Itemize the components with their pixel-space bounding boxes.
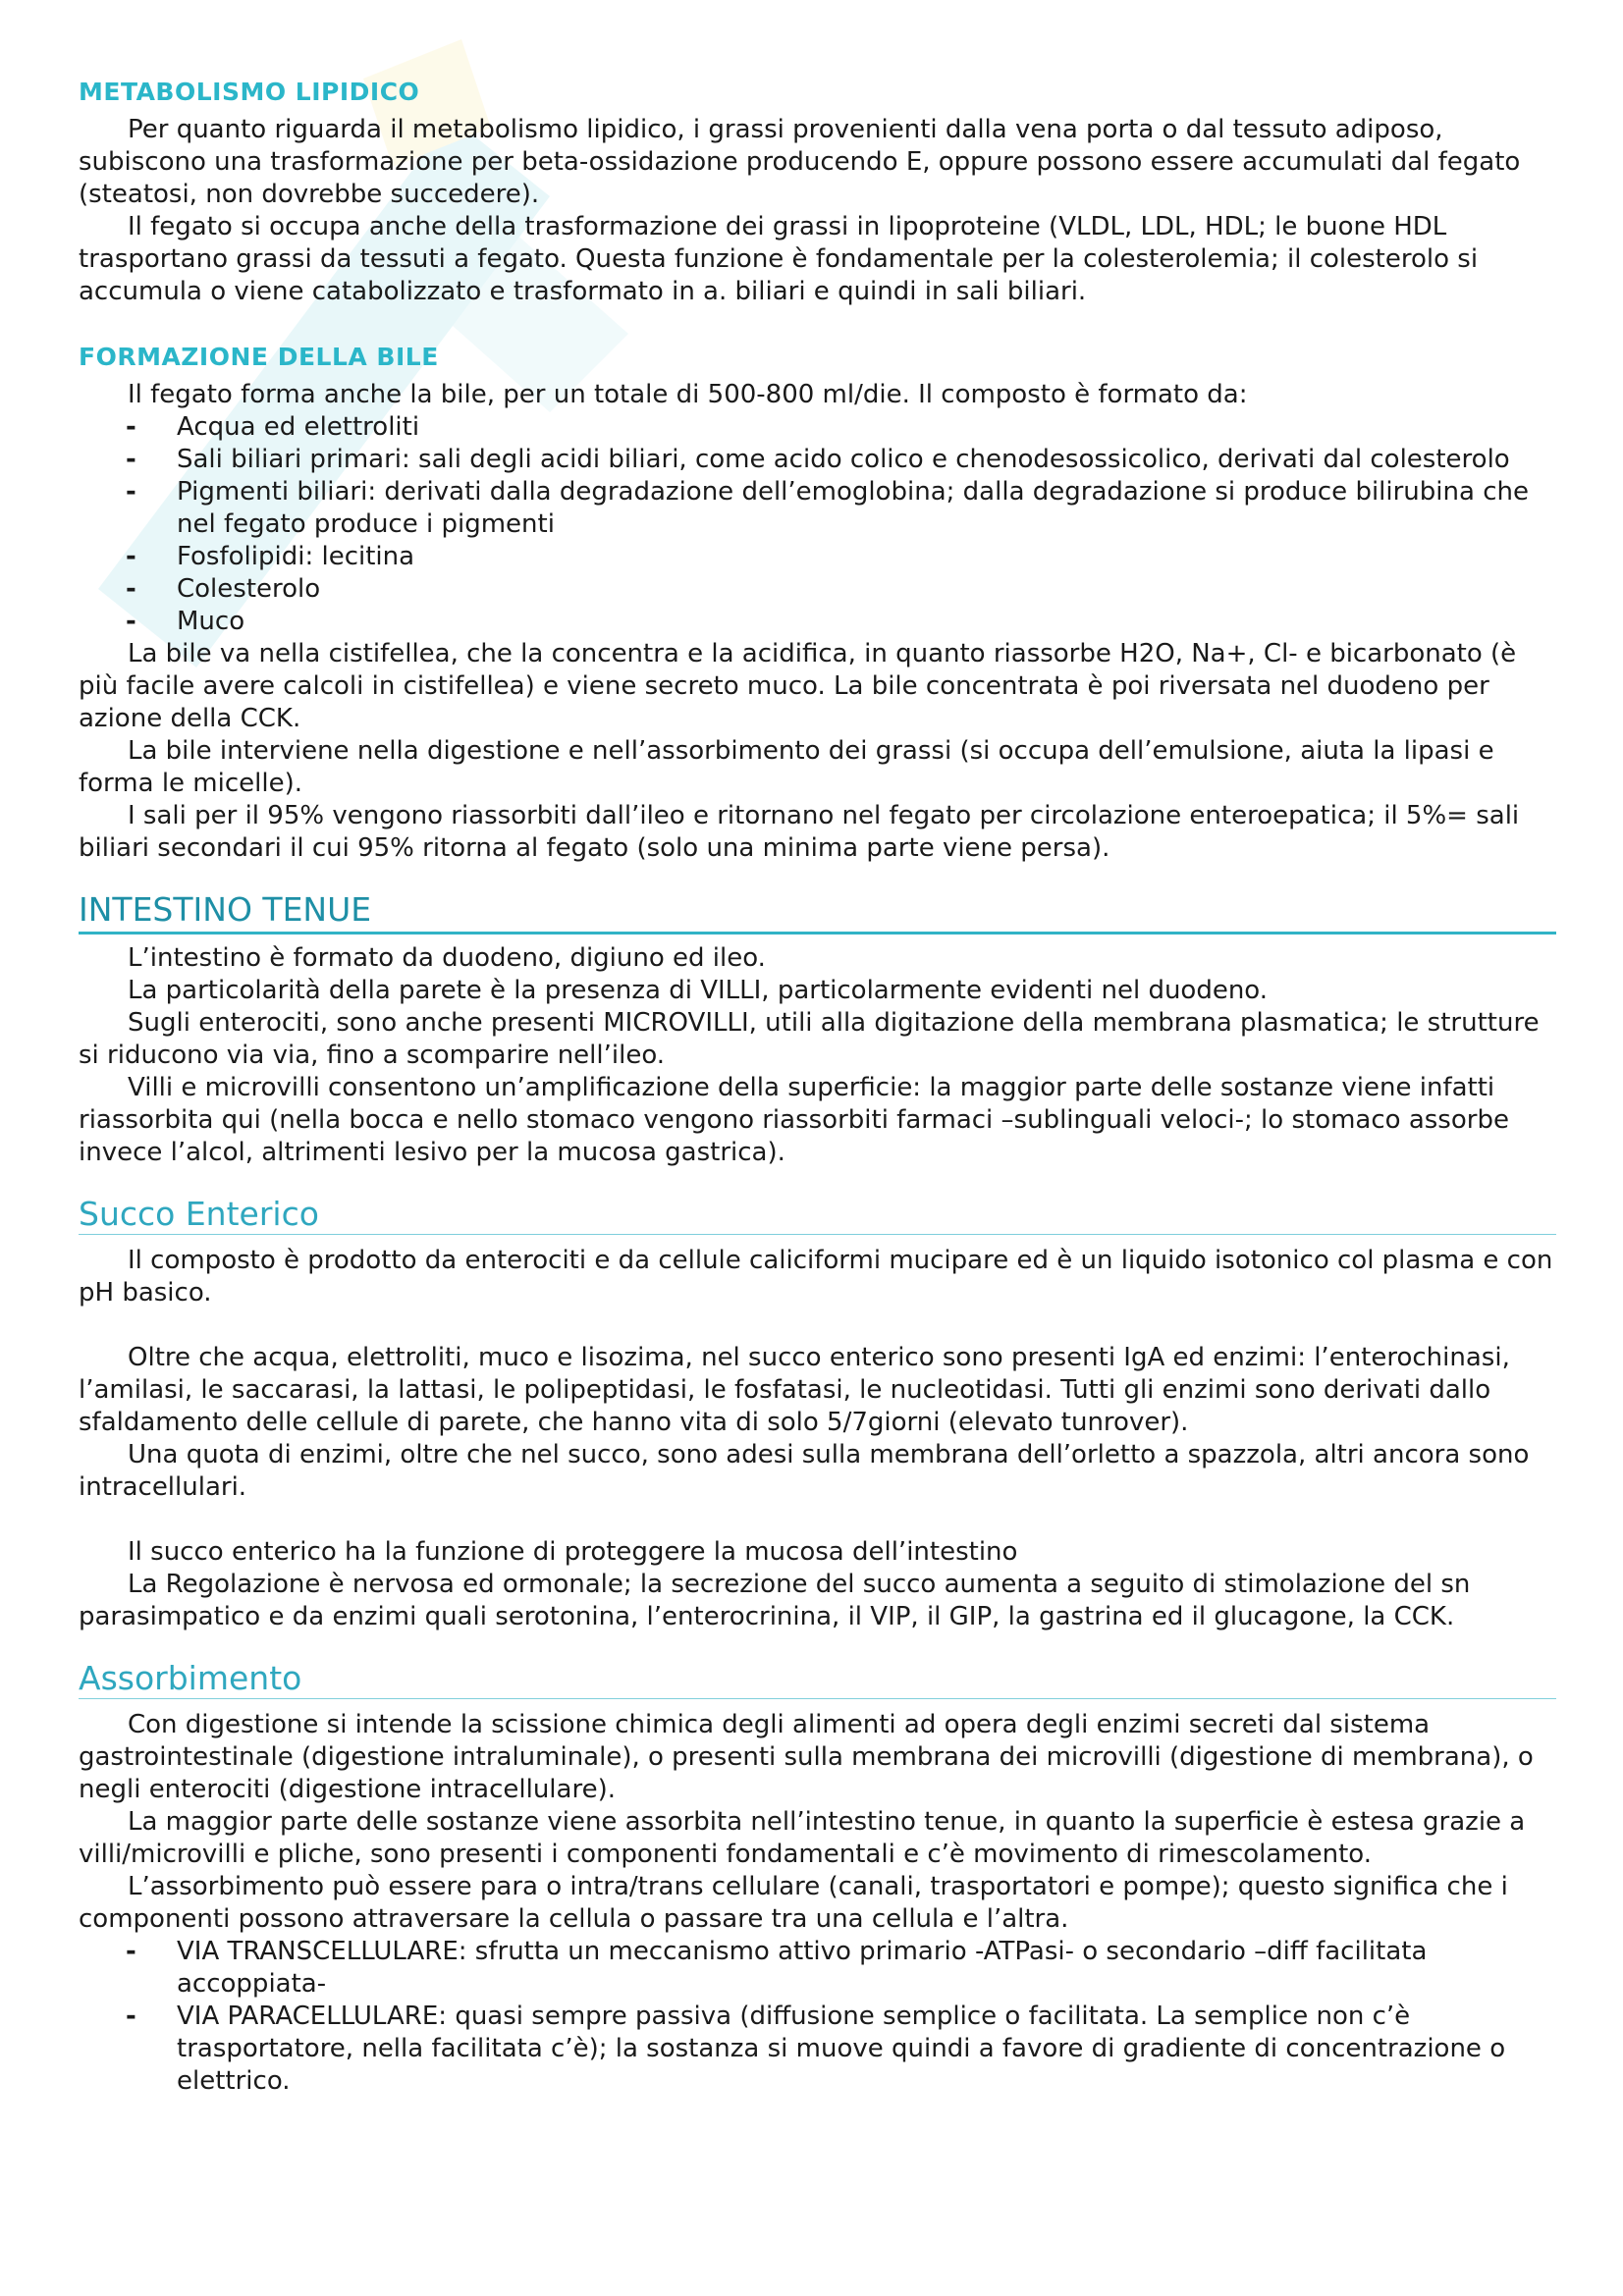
paragraph: La bile va nella cistifellea, che la concentra e la acidifica, in quanto riassorbe H2O, Na+, Cl- e bicarbonato (è più facile avere calcoli in cistifellea) e viene secreto muco. La bile concentrata è poi riversata nel duodeno per azione della CCK.	[79, 639, 1517, 733]
paragraph: Con digestione si intende la scissione chimica degli alimenti ad opera degli enzimi secreti dal sistema gastrointestinale (digestione intraluminale), o presenti sulla membrana dei microvilli (digestione di membrana), o negli enterociti (digestione intracellulare).	[79, 1710, 1534, 1804]
dash-marker: -	[126, 2002, 136, 2031]
paragraph: Villi e microvilli consentono un’amplificazione della superficie: la maggior parte delle sostanze viene infatti riassorbita qui (nella bocca e nello stomaco vengono riassorbiti farmaci –sublinguali veloci-; lo stomaco assorbe invece l’alcol, altrimenti lesivo per la mucosa gastrica).	[79, 1073, 1509, 1167]
list-item: - Sali biliari primari: sali degli acidi biliari, come acido colico e chenodesossicolico, derivati dal colesterolo	[126, 445, 1510, 474]
paragraph: L’assorbimento può essere para o intra/trans cellulare (canali, trasportatori e pompe); questo significa che i componenti possono attraversare la cellula o passare tra una cellula e l’altra.	[79, 1872, 1508, 1934]
paragraph: I sali per il 95% vengono riassorbiti dall’ileo e ritornano nel fegato per circolazione enteroepatica; il 5%= sali biliari secondari il cui 95% ritorna al fegato (solo una minima parte viene persa).	[79, 801, 1520, 863]
dash-marker: -	[126, 1937, 136, 1966]
heading-intestino-tenue: INTESTINO TENUE	[79, 890, 1556, 934]
dash-marker: -	[126, 607, 136, 636]
paragraph: L’intestino è formato da duodeno, digiuno ed ileo.	[128, 943, 766, 973]
list-item: - Acqua ed elettroliti	[126, 412, 420, 442]
dash-marker: -	[126, 574, 136, 604]
paragraph: Il fegato forma anche la bile, per un totale di 500-800 ml/die. Il composto è formato da:	[128, 380, 1248, 409]
paragraph: La maggior parte delle sostanze viene assorbita nell’intestino tenue, in quanto la superficie è estesa grazie a villi/microvilli e pliche, sono presenti i componenti fondamentali e c’è movimento di rimescolamento.	[79, 1807, 1526, 1869]
dash-marker: -	[126, 477, 136, 507]
paragraph: Il fegato si occupa anche della trasformazione dei grassi in lipoproteine (VLDL, LDL, HDL; le buone HDL trasportano grassi da tessuti a fegato. Questa funzione è fondamentale per la colesterolemia; il colesterolo si accumula o viene catabolizzato e trasformato in a. biliari e quindi in sali biliari.	[79, 212, 1479, 306]
paragraph: Per quanto riguarda il metabolismo lipidico, i grassi provenienti dalla vena porta o dal tessuto adiposo, subiscono una trasformazione per beta-ossidazione producendo E, oppure possono essere accumulati dal fegato (steatosi, non dovrebbe succedere).	[79, 115, 1521, 209]
transport-routes-list	[79, 1936, 1556, 2098]
list-item: - Fosfolipidi: lecitina	[126, 542, 415, 571]
paragraph: La Regolazione è nervosa ed ormonale; la secrezione del succo aumenta a seguito di stimolazione del sn parasimpatico e da enzimi quali serotonina, l’enterocrinina, il VIP, il GIP, la gastrina ed il glucagone, la CCK.	[79, 1570, 1471, 1631]
dash-marker: -	[126, 445, 136, 474]
heading-assorbimento: Assorbimento	[79, 1659, 1556, 1699]
paragraph: La bile interviene nella digestione e nell’assorbimento dei grassi (si occupa dell’emulsione, aiuta la lipasi e forma le micelle).	[79, 736, 1494, 798]
heading-succo-enterico: Succo Enterico	[79, 1195, 1556, 1235]
document-page	[79, 77, 1556, 2098]
paragraph: Oltre che acqua, elettroliti, muco e lisozima, nel succo enterico sono presenti IgA ed enzimi: l’enterochinasi, l’amilasi, le saccarasi, la lattasi, le polipeptidasi, le fosfatasi, le nucleotidasi. Tutti gli enzimi sono derivati dallo sfaldamento delle cellule di parete, che hanno vita di solo 5/7giorni (elevato tunrover).	[79, 1343, 1510, 1437]
paragraph: Il succo enterico ha la funzione di proteggere la mucosa dell’intestino	[128, 1537, 1018, 1567]
list-item: - VIA TRANSCELLULARE: sfrutta un meccanismo attivo primario -ATPasi- o secondario –diff facilitata accoppiata-	[126, 1937, 1428, 1999]
list-item: - Muco	[126, 607, 245, 636]
heading-metabolismo-lipidico: METABOLISMO LIPIDICO	[79, 78, 420, 106]
list-item: - Colesterolo	[126, 574, 321, 604]
heading-formazione-bile: FORMAZIONE DELLA BILE	[79, 343, 439, 371]
paragraph: Sugli enterociti, sono anche presenti MICROVILLI, utili alla digitazione della membrana plasmatica; le strutture si riducono via via, fino a scomparire nell’ileo.	[79, 1008, 1540, 1070]
dash-marker: -	[126, 412, 136, 442]
bile-components-list	[79, 411, 1556, 638]
list-item: - Pigmenti biliari: derivati dalla degradazione dell’emoglobina; dalla degradazione si produce bilirubina che nel fegato produce i pigmenti	[126, 477, 1529, 539]
list-item: - VIA PARACELLULARE: quasi sempre passiva (diffusione semplice o facilitata. La semplice non c’è trasportatore, nella facilitata c’è); la sostanza si muove quindi a favore di gradiente di concentrazione o elettrico.	[126, 2002, 1506, 2096]
paragraph: Una quota di enzimi, oltre che nel succo, sono adesi sulla membrana dell’orletto a spazzola, altri ancora sono intracellulari.	[79, 1440, 1530, 1502]
dash-marker: -	[126, 542, 136, 571]
paragraph: Il composto è prodotto da enterociti e da cellule caliciformi mucipare ed è un liquido isotonico col plasma e con pH basico.	[79, 1246, 1553, 1308]
paragraph: La particolarità della parete è la presenza di VILLI, particolarmente evidenti nel duodeno.	[128, 976, 1269, 1005]
